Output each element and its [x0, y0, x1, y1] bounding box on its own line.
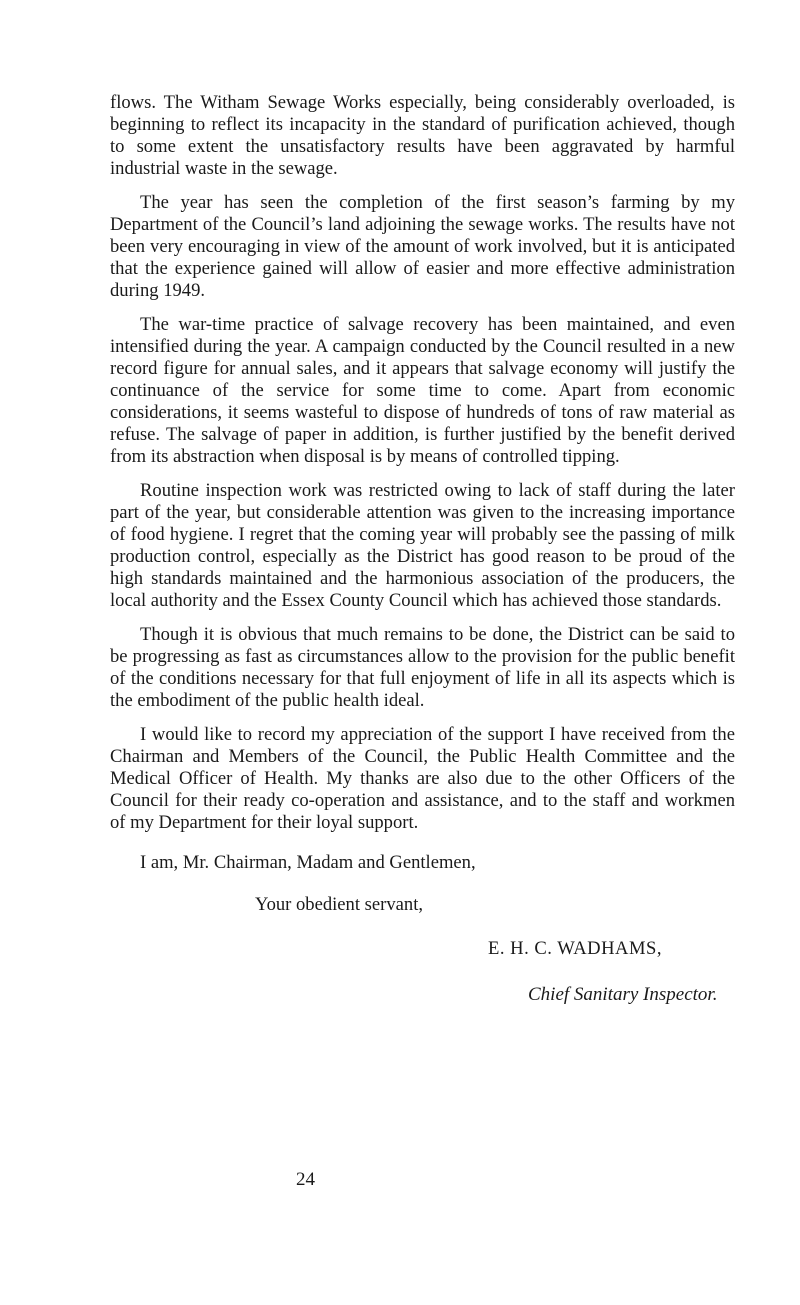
page-number: 24 — [296, 1169, 315, 1190]
signature-name: E. H. C. WADHAMS, — [488, 938, 662, 959]
signatory-title: Chief Sanitary Inspector. — [528, 984, 718, 1005]
paragraph-appreciation: I would like to record my appreciation of the support I have received from the Chairman and Members of the Council, the Public Health Committee and the Medical Officer of Health. My thanks are also due to the other Officers of the Council for their ready co-operation and assistance, and to the staff and workmen of my Department for their loyal support. — [110, 724, 735, 833]
paragraph-farming: The year has seen the completion of the first season’s farming by my Department of the Council’s land adjoining the sewage works. The results have not been very encouraging in view of the amount of work involved, but it is anticipated that the experience gained will allow of easier and more effective administration during 1949. — [110, 192, 735, 301]
salutation: I am, Mr. Chairman, Madam and Gentlemen, — [140, 852, 476, 873]
paragraph-witham-sewage: flows. The Witham Sewage Works especially, being considerably overloaded, is beginning to reflect its incapacity in the standard of purification achieved, though to some extent the unsatisfactory results have been aggravated by harmful industrial waste in the sewage. — [110, 92, 735, 179]
closing: Your obedient servant, — [255, 894, 424, 915]
paragraph-progress: Though it is obvious that much remains to be done, the District can be said to be progressing as fast as circumstances allow to the provision for the public benefit of the conditions necessary for that full enjoyment of life in all its aspects which is the embodiment of the public health ideal. — [110, 624, 735, 711]
document-page — [110, 92, 735, 1006]
paragraph-salvage: The war-time practice of salvage recovery has been maintained, and even intensified during the year. A campaign conducted by the Council resulted in a new record figure for annual sales, and it appears that salvage economy will justify the continuance of the service for some time to come. Apart from economic considerations, it seems wasteful to dispose of hundreds of tons of raw material as refuse. The salvage of paper in addition, is further justified by the benefit derived from its abstraction when disposal is by means of controlled tipping. — [110, 314, 735, 467]
paragraph-inspection: Routine inspection work was restricted owing to lack of staff during the later part of the year, but considerable attention was given to the increasing importance of food hygiene. I regret that the coming year will probably see the passing of milk production control, especially as the District has good reason to be proud of the high standards maintained and the harmonious association of the producers, the local authority and the Essex County Council which has achieved those standards. — [110, 480, 735, 611]
